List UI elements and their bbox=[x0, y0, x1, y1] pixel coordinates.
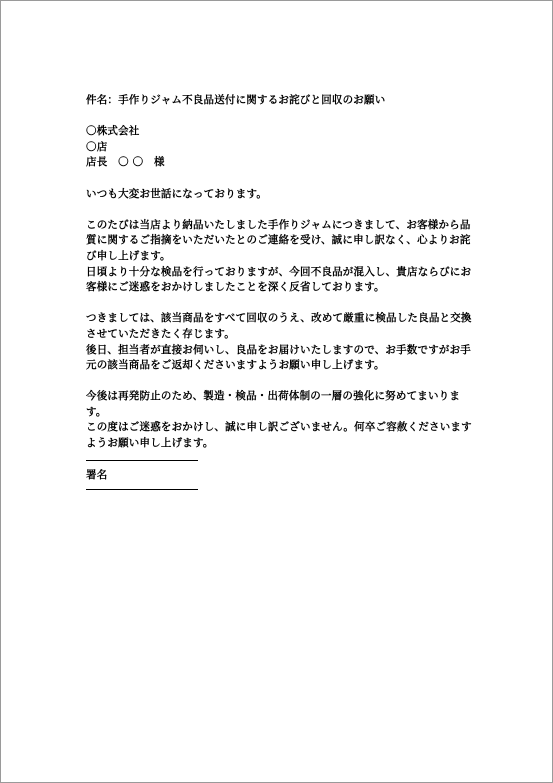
greeting: いつも大変お世話になっております。 bbox=[86, 187, 268, 200]
letter-body bbox=[86, 93, 474, 497]
recipient-name: 店長 〇 〇 様 bbox=[86, 156, 165, 169]
signature-divider-top bbox=[86, 460, 198, 461]
spacer bbox=[86, 109, 474, 125]
recipient-store: 〇店 bbox=[86, 140, 108, 153]
spacer bbox=[86, 171, 474, 187]
return-request-paragraph: 後日、担当者が直接お伺いし、良品をお届けいたしますので、お手数ですがお手元の該当商品をご返却くださいますようお願い申し上げます。 bbox=[86, 343, 471, 372]
recipient-company: 〇株式会社 bbox=[86, 125, 140, 138]
reflection-paragraph: 日頃より十分な検品を行っておりますが、今回不良品が混入し、貴店ならびにお客様にご迷惑をおかけしましたことを深く反省しております。 bbox=[86, 265, 472, 294]
signature-label: 署名 bbox=[86, 468, 108, 481]
spacer bbox=[86, 202, 474, 218]
exchange-paragraph: つきましては、該当商品をすべて回収のうえ、改めて厳重に検品した良品と交換させていただきたく存じます。 bbox=[86, 312, 472, 340]
closing-paragraph: この度はご迷惑をおかけし、誠に申し訳ございません。何卒ご容赦くださいますようお願い申し上げます。 bbox=[86, 421, 472, 450]
spacer bbox=[86, 374, 474, 390]
apology-paragraph: このたびは当店より納品いたしました手作りジャムにつきまして、お客様から品質に関するご指摘をいただいたとのご連絡を受け、誠に申し訳なく、心よりお詫び申し上げます。 bbox=[86, 218, 471, 262]
prevention-paragraph: 今後は再発防止のため、製造・検品・出荷体制の一層の強化に努めてまいります。 bbox=[86, 390, 461, 418]
spacer bbox=[86, 296, 474, 312]
letter-subject: 件名：手作りジャム不良品送付に関するお詫びと回収のお願い bbox=[86, 94, 386, 106]
signature-divider-bottom bbox=[86, 489, 198, 490]
